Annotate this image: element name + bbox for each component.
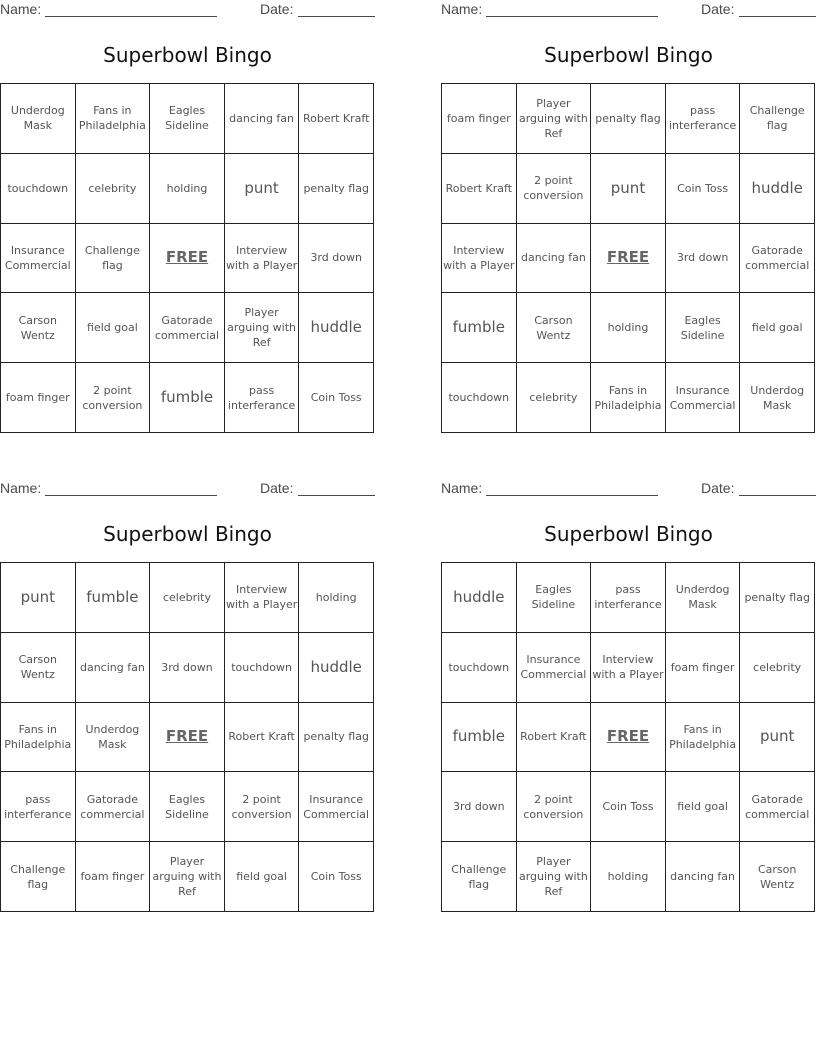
bingo-cell: Interview with a Player [591, 633, 666, 703]
bingo-cell: fumble [442, 703, 517, 773]
bingo-cell: Insurance Commercial [1, 224, 76, 294]
name-label: Name: [0, 1, 42, 17]
bingo-card-3 [0, 479, 375, 912]
bingo-cell: Insurance Commercial [666, 363, 741, 433]
bingo-cell: Interview with a Player [442, 224, 517, 294]
bingo-cell: 3rd down [299, 224, 374, 294]
bingo-cell: holding [591, 293, 666, 363]
bingo-cell: Coin Toss [666, 154, 741, 224]
bingo-cell: celebrity [740, 633, 815, 703]
bingo-cell: punt [1, 563, 76, 633]
bingo-cell: celebrity [517, 363, 592, 433]
bingo-cell: touchdown [442, 363, 517, 433]
bingo-cell: dancing fan [76, 633, 151, 703]
bingo-cell: foam finger [1, 363, 76, 433]
bingo-cell: touchdown [442, 633, 517, 703]
bingo-card-4 [441, 479, 816, 912]
bingo-cell: dancing fan [517, 224, 592, 294]
bingo-cell: dancing fan [225, 84, 300, 154]
name-label: Name: [441, 480, 483, 496]
bingo-cell: 2 point conversion [225, 772, 300, 842]
name-label: Name: [441, 1, 483, 17]
bingo-cell: 2 point conversion [517, 154, 592, 224]
name-date-row [0, 480, 375, 498]
bingo-cell: Coin Toss [299, 363, 374, 433]
bingo-cell: Underdog Mask [666, 563, 741, 633]
bingo-cell: Player arguing with Ref [225, 293, 300, 363]
bingo-cell: pass interferance [666, 84, 741, 154]
bingo-cell: Challenge flag [442, 842, 517, 912]
date-blank-line [739, 1, 816, 17]
bingo-cell: Insurance Commercial [299, 772, 374, 842]
bingo-cell: Gatorade commercial [150, 293, 225, 363]
bingo-cell: Underdog Mask [76, 703, 151, 773]
name-date-row [0, 1, 375, 19]
bingo-cell: pass interferance [1, 772, 76, 842]
bingo-cell: Fans in Philadelphia [1, 703, 76, 773]
bingo-cell: touchdown [225, 633, 300, 703]
bingo-cell: foam finger [666, 633, 741, 703]
date-label: Date: [701, 480, 735, 496]
bingo-cell: Gatorade commercial [740, 224, 815, 294]
date-label: Date: [260, 1, 294, 17]
name-date-row [441, 480, 816, 498]
bingo-cell: punt [740, 703, 815, 773]
bingo-cell: celebrity [150, 563, 225, 633]
bingo-cell: punt [591, 154, 666, 224]
bingo-card-1 [0, 0, 375, 433]
bingo-cell: Challenge flag [740, 84, 815, 154]
bingo-cell: Interview with a Player [225, 224, 300, 294]
bingo-cell: holding [299, 563, 374, 633]
bingo-cell: Robert Kraft [299, 84, 374, 154]
bingo-card-2 [441, 0, 816, 433]
bingo-cell: Eagles Sideline [666, 293, 741, 363]
bingo-cell: penalty flag [740, 563, 815, 633]
bingo-cell: Fans in Philadelphia [666, 703, 741, 773]
bingo-cell: 2 point conversion [76, 363, 151, 433]
bingo-cell: Carson Wentz [1, 633, 76, 703]
date-blank-line [298, 480, 375, 496]
bingo-cell: field goal [76, 293, 151, 363]
name-date-row [441, 1, 816, 19]
bingo-cell: fumble [76, 563, 151, 633]
bingo-cell: Eagles Sideline [517, 563, 592, 633]
bingo-cell: pass interferance [591, 563, 666, 633]
bingo-cell: Challenge flag [1, 842, 76, 912]
bingo-grid [441, 83, 815, 433]
bingo-cell: punt [225, 154, 300, 224]
bingo-cell: Player arguing with Ref [517, 842, 592, 912]
bingo-cell: huddle [442, 563, 517, 633]
bingo-cell: 3rd down [666, 224, 741, 294]
name-blank-line [45, 1, 217, 17]
card-title: Superbowl Bingo [103, 522, 272, 546]
bingo-cell: Player arguing with Ref [517, 84, 592, 154]
bingo-cell: pass interferance [225, 363, 300, 433]
bingo-cell: Robert Kraft [225, 703, 300, 773]
free-space-cell: FREE [591, 703, 666, 773]
bingo-cell: Gatorade commercial [76, 772, 151, 842]
bingo-cell: Fans in Philadelphia [76, 84, 151, 154]
bingo-grid [0, 562, 374, 912]
name-blank-line [486, 1, 658, 17]
bingo-cell: Gatorade commercial [740, 772, 815, 842]
bingo-cell: Carson Wentz [1, 293, 76, 363]
date-blank-line [739, 480, 816, 496]
bingo-cell: Eagles Sideline [150, 84, 225, 154]
card-title: Superbowl Bingo [103, 43, 272, 67]
bingo-cell: Robert Kraft [442, 154, 517, 224]
bingo-cell: Carson Wentz [740, 842, 815, 912]
bingo-cell: Interview with a Player [225, 563, 300, 633]
bingo-cell: Robert Kraft [517, 703, 592, 773]
bingo-cell: touchdown [1, 154, 76, 224]
bingo-cell: 2 point conversion [517, 772, 592, 842]
bingo-cell: Eagles Sideline [150, 772, 225, 842]
name-blank-line [45, 480, 217, 496]
date-label: Date: [260, 480, 294, 496]
bingo-cell: celebrity [76, 154, 151, 224]
bingo-cell: foam finger [442, 84, 517, 154]
bingo-cell: penalty flag [299, 703, 374, 773]
free-space-cell: FREE [150, 224, 225, 294]
bingo-cell: huddle [299, 293, 374, 363]
bingo-cell: Underdog Mask [740, 363, 815, 433]
bingo-cell: field goal [666, 772, 741, 842]
free-space-cell: FREE [591, 224, 666, 294]
card-title: Superbowl Bingo [544, 43, 713, 67]
date-blank-line [298, 1, 375, 17]
name-label: Name: [0, 480, 42, 496]
bingo-cell: huddle [299, 633, 374, 703]
bingo-cell: penalty flag [299, 154, 374, 224]
bingo-cell: Fans in Philadelphia [591, 363, 666, 433]
date-label: Date: [701, 1, 735, 17]
bingo-cell: Coin Toss [299, 842, 374, 912]
bingo-grid [441, 562, 815, 912]
bingo-cell: Coin Toss [591, 772, 666, 842]
bingo-cell: Carson Wentz [517, 293, 592, 363]
bingo-cell: penalty flag [591, 84, 666, 154]
bingo-cell: field goal [740, 293, 815, 363]
bingo-cell: holding [591, 842, 666, 912]
bingo-cell: Underdog Mask [1, 84, 76, 154]
bingo-cell: Challenge flag [76, 224, 151, 294]
bingo-grid [0, 83, 374, 433]
bingo-cell: fumble [442, 293, 517, 363]
bingo-cell: fumble [150, 363, 225, 433]
name-blank-line [486, 480, 658, 496]
bingo-cell: dancing fan [666, 842, 741, 912]
bingo-cell: Player arguing with Ref [150, 842, 225, 912]
card-title: Superbowl Bingo [544, 522, 713, 546]
free-space-cell: FREE [150, 703, 225, 773]
bingo-cell: field goal [225, 842, 300, 912]
bingo-cell: 3rd down [150, 633, 225, 703]
bingo-cell: foam finger [76, 842, 151, 912]
bingo-cell: huddle [740, 154, 815, 224]
bingo-cell: holding [150, 154, 225, 224]
bingo-cell: Insurance Commercial [517, 633, 592, 703]
bingo-cell: 3rd down [442, 772, 517, 842]
